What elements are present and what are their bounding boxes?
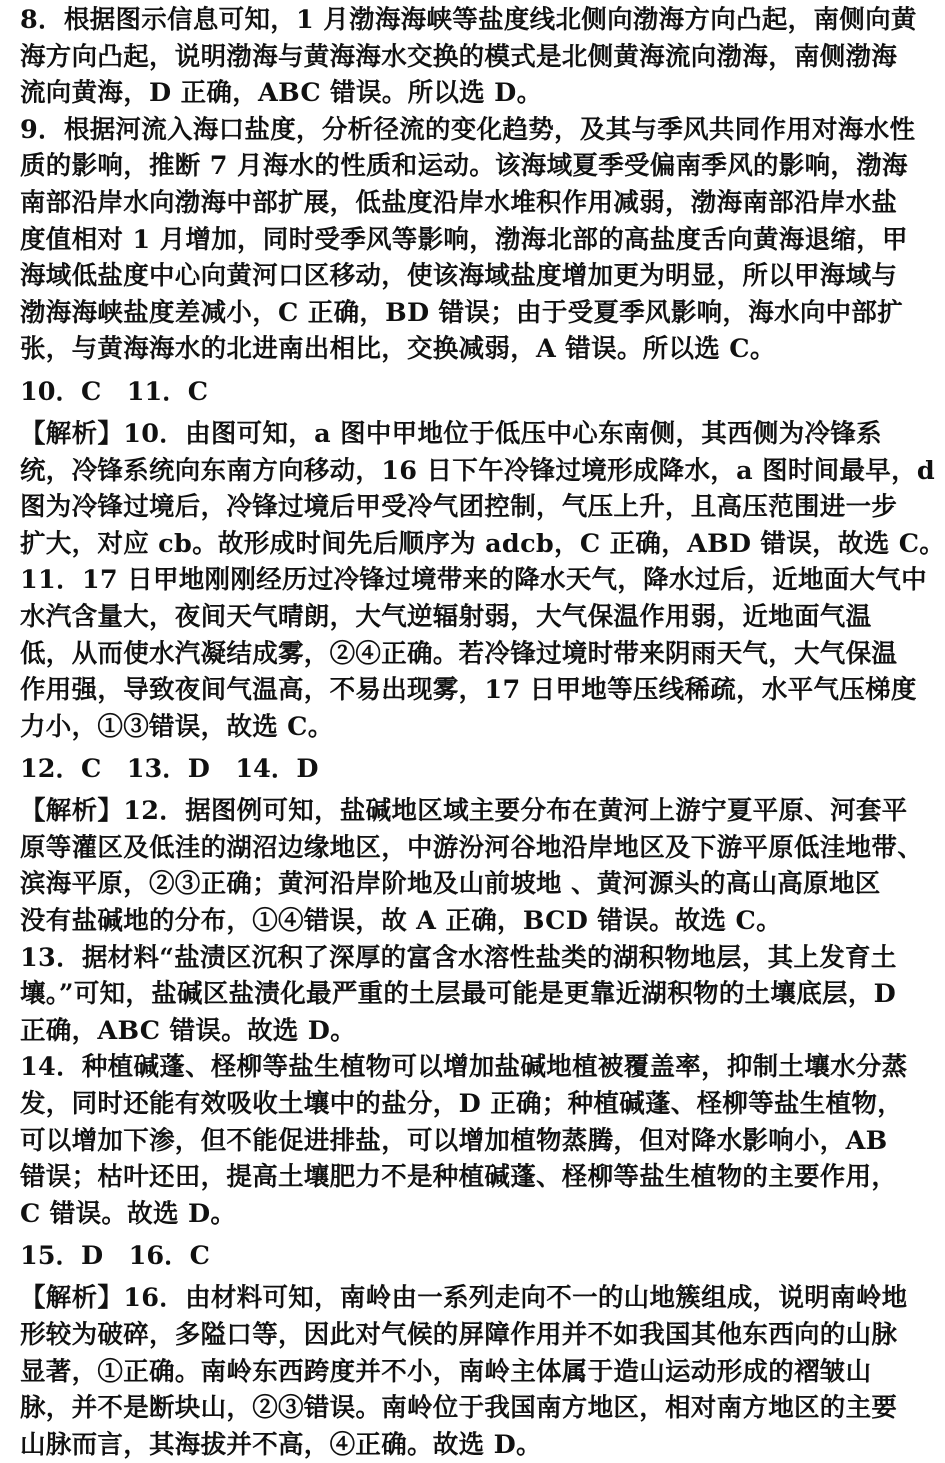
text-line: 形较为破碎，多隘口等，因此对气候的屏障作用并不如我国其他东西向的山脉 [20,1320,898,1350]
text-line: 11．17 日甲地刚刚经历过冷锋过境带来的降水天气，降水过后，近地面大气中 [20,565,927,596]
text-line: 可以增加下渗，但不能促进排盐，可以增加植物蒸腾，但对降水影响小，AB [20,1125,888,1156]
explanation-paragraph [20,416,945,562]
text-line: 流向黄海，D 正确，ABC 错误。所以选 D。 [20,78,543,109]
explanation-paragraph [20,940,897,1050]
text-line: 渤海海峡盐度差减小，C 正确，BD 错误；由于受夏季风影响，海水向中部扩 [20,297,904,328]
text-line: 15．D 16．C [20,1241,210,1272]
text-line: 【解析】10．由图可知，a 图中甲地位于低压中心东南侧，其西侧为冷锋系 [20,418,882,449]
text-line: 壤。”可知，盐碱区盐渍化最严重的土层最可能是更靠近湖积物的土壤底层，D [20,979,897,1010]
explanation-paragraph [20,793,924,939]
text-line: 海域低盐度中心向黄河口区移动，使该海域盐度增加更为明显，所以甲海域与 [20,261,898,292]
text-line: 没有盐碱地的分布，①④错误，故 A 正确，BCD 错误。故选 C。 [20,906,782,937]
answer-explanations [20,2,945,1463]
text-line: 12．C 13．D 14．D [20,754,319,785]
text-line: 作用强，导致夜间气温高，不易出现雾，17 日甲地等压线稀疏，水平气压梯度 [20,675,917,706]
text-line: 错误；枯叶还田，提高土壤肥力不是种植碱蓬、柽柳等盐生植物的主要作用， [20,1162,898,1193]
explanation-paragraph [20,562,927,745]
explanation-paragraph [20,1280,908,1463]
text-line: 水汽含量大，夜间天气晴朗，大气逆辐射弱，大气保温作用弱，近地面气温 [20,601,872,632]
text-line: 正确，ABC 错误。故选 D。 [20,1015,356,1046]
text-line: C 错误。故选 D。 [20,1198,237,1229]
text-line: 统，冷锋系统向东南方向移动，16 日下午冷锋过境形成降水，a 图时间最早，d [20,455,935,486]
text-line: 14．种植碱蓬、柽柳等盐生植物可以增加盐碱地植被覆盖率，抑制土壤水分蒸 [20,1052,908,1083]
text-line: 发，同时还能有效吸收土壤中的盐分，D 正确；种植碱蓬、柽柳等盐生植物， [20,1089,903,1120]
text-line: 脉，并不是断块山，②③错误。南岭位于我国南方地区，相对南方地区的主要 [20,1393,898,1424]
answer-key-line [20,751,782,787]
explanation-paragraph [20,1049,908,1232]
text-line: 10．C 11．C [20,376,209,407]
text-line: 力小，①③错误，故选 C。 [20,711,334,742]
text-line: 【解析】12．据图例可知，盐碱地区域主要分布在黄河上游宁夏平原、河套平 [20,796,908,827]
text-line: 扩大，对应 cb。故形成时间先后顺序为 adcb，C 正确，ABD 错误，故选 C。 [20,528,945,559]
text-line: 8．根据图示信息可知，1 月渤海海峡等盐度线北侧向渤海方向凸起，南侧向黄 [20,5,917,35]
text-line: 显著，①正确。南岭东西跨度并不小，南岭主体属于造山运动形成的褶皱山 [20,1356,872,1387]
text-line: 南部沿岸水向渤海中部扩展，低盐度沿岸水堆积作用减弱，渤海南部沿岸水盐 [20,187,898,218]
text-line: 13．据材料“盐渍区沉积了深厚的富含水溶性盐类的湖积物地层，其上发育土 [20,942,897,973]
explanation-paragraph [20,2,917,112]
text-line: 海方向凸起，说明渤海与黄海海水交换的模式是北侧黄海流向渤海，南侧渤海 [20,41,898,72]
text-line: 质的影响，推断 7 月海水的性质和运动。该海域夏季受偏南季风的影响，渤海 [20,151,908,182]
text-line: 【解析】16．由材料可知，南岭由一系列走向不一的山地簇组成，说明南岭地 [20,1283,908,1314]
explanation-paragraph [20,112,916,368]
text-line: 度值相对 1 月增加，同时受季风等影响，渤海北部的高盐度舌向黄海退缩，甲 [20,224,908,255]
text-line: 9．根据河流入海口盐度，分析径流的变化趋势，及其与季风共同作用对海水性 [20,114,916,145]
text-line: 滨海平原，②③正确；黄河沿岸阶地及山前坡地 、黄河源头的高山高原地区 [20,869,881,900]
text-line: 山脉而言，其海拔并不高，④正确。故选 D。 [20,1429,542,1460]
text-line: 低，从而使水汽凝结成雾，②④正确。若冷锋过境时带来阴雨天气，大气保温 [20,638,898,669]
text-line: 张，与黄海海水的北进南出相比，交换减弱，A 错误。所以选 C。 [20,334,776,365]
text-line: 原等灌区及低洼的湖沼边缘地区，中游汾河谷地沿岸地区及下游平原低洼地带、 [20,832,924,863]
answer-key-line [20,1238,782,1274]
text-line: 图为冷锋过境后，冷锋过境后甲受冷气团控制，气压上升，且高压范围进一步 [20,492,898,523]
answer-key-line [20,374,782,410]
